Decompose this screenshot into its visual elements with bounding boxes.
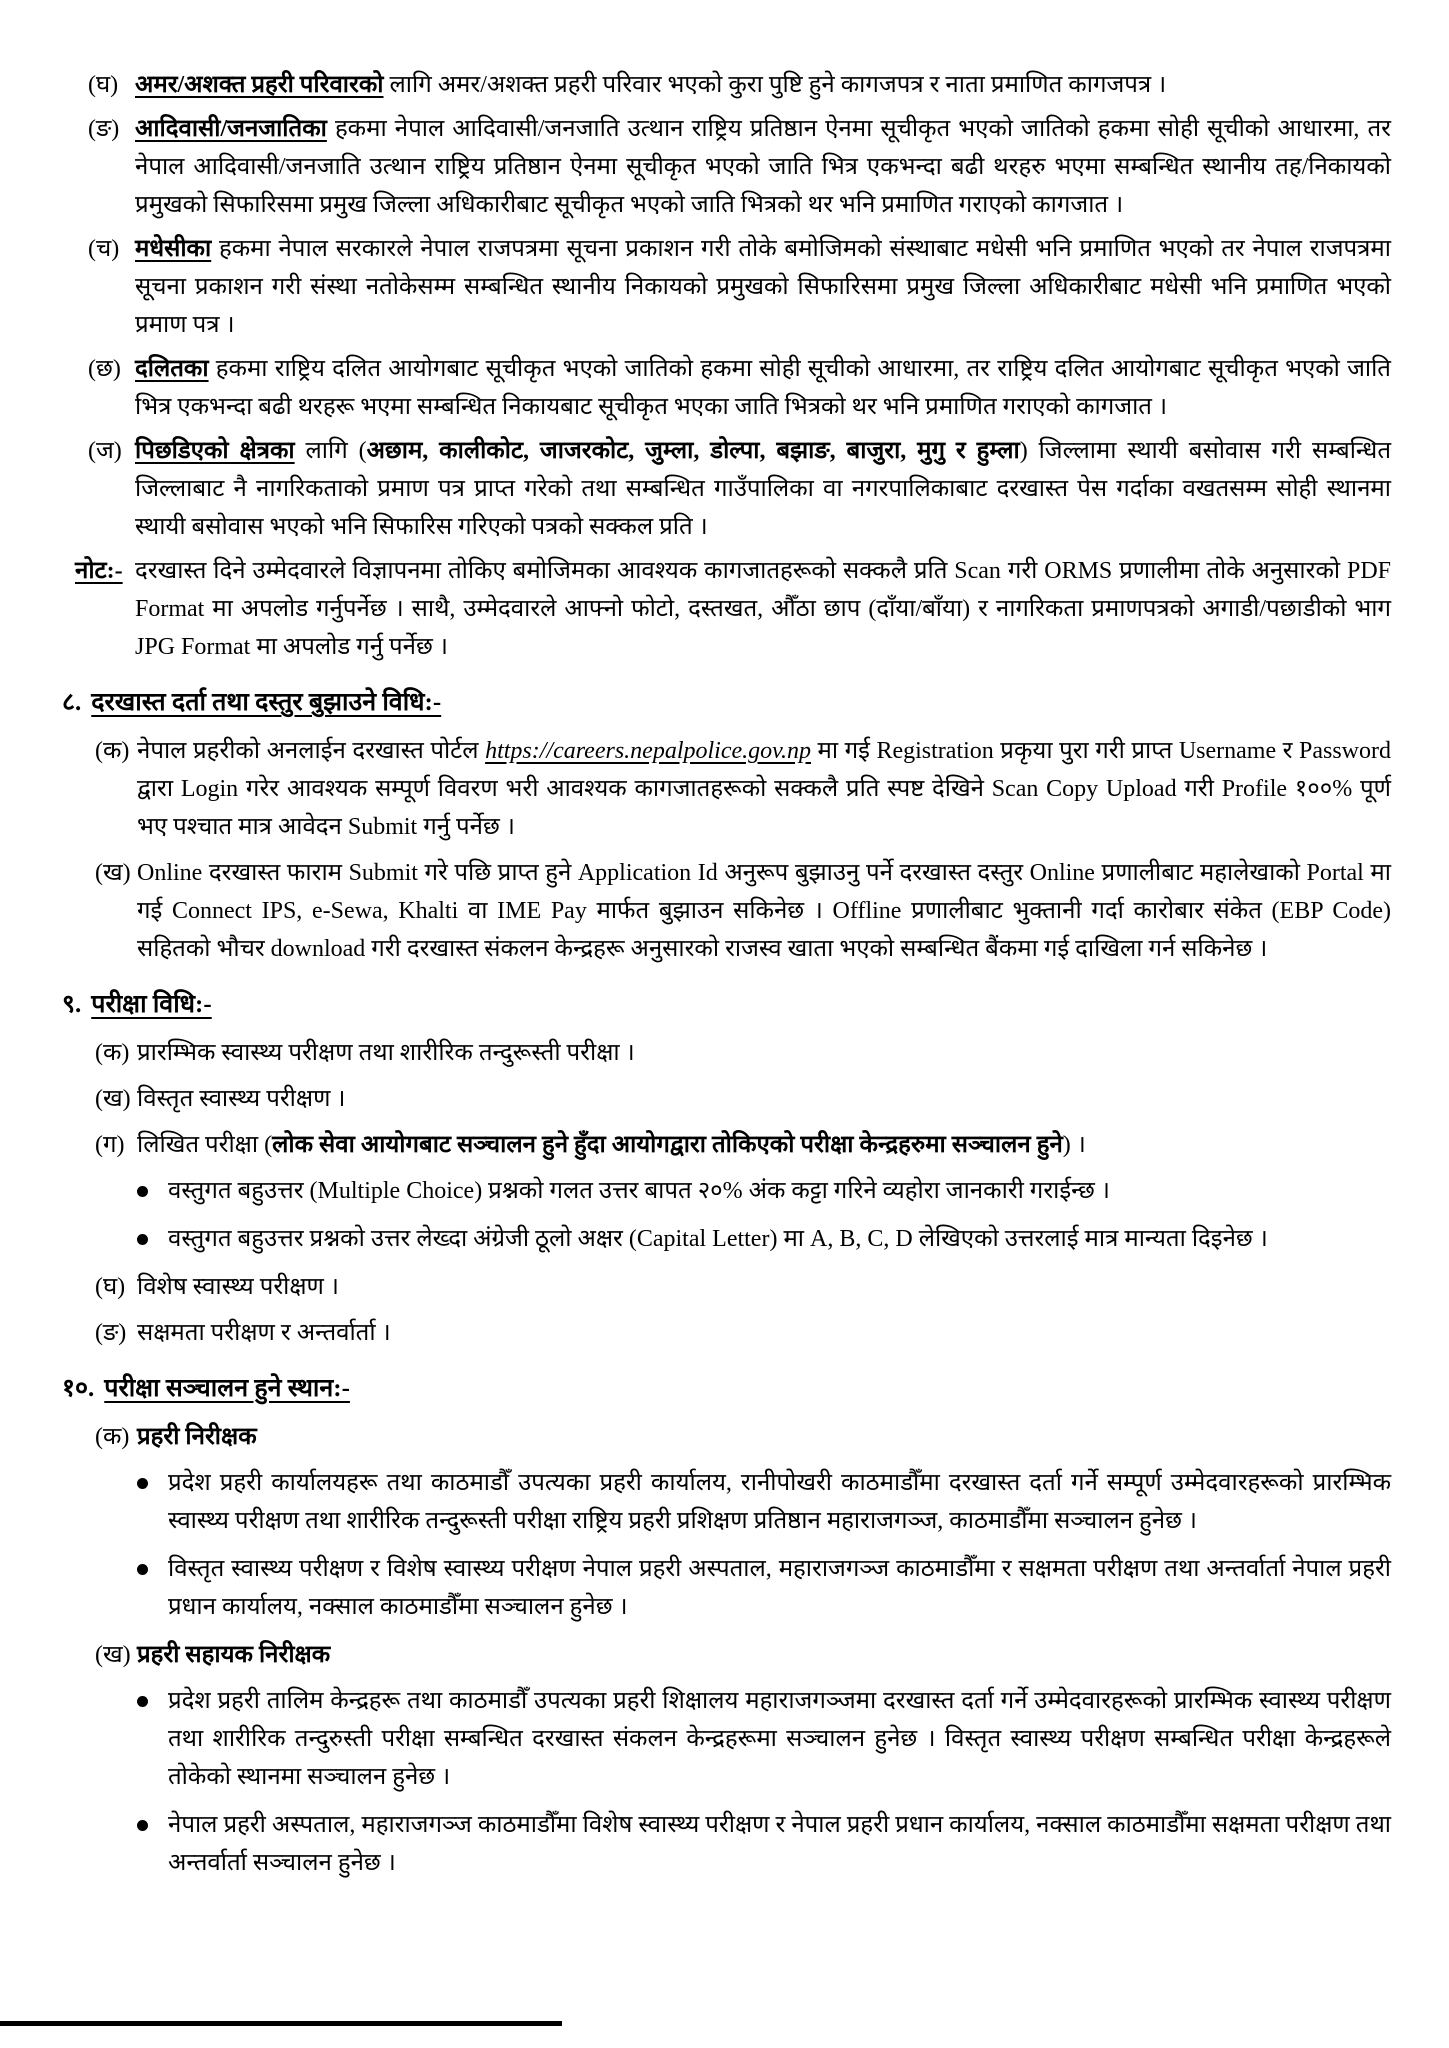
item-label: (क) xyxy=(95,1040,130,1066)
item-lead-bold: अमर/अशक्त प्रहरी परिवारको xyxy=(135,72,384,98)
section-8-item-kha xyxy=(95,854,1391,968)
section-title: दरखास्त दर्ता तथा दस्तुर बुझाउने विधि:- xyxy=(91,689,442,716)
section-9-heading xyxy=(62,986,1391,1024)
item-lead-bold: मधेसीका xyxy=(135,236,212,262)
bullet-item xyxy=(135,1550,1391,1626)
bullet-icon xyxy=(135,1172,168,1210)
section-9-item-kha xyxy=(95,1080,1391,1118)
item-text xyxy=(137,1126,1391,1164)
section-9 xyxy=(62,986,1391,1352)
bullet-item xyxy=(135,1464,1391,1540)
item-body: हकमा नेपाल सरकारले नेपाल राजपत्रमा सूचना प्रकाशन गरी तोके बमोजिमको संस्थाबाट मधेसी भनि प्रमाणित भएको तर नेपाल राजपत्रमा सूचना प्रकाशन गरी संस्था नतोकेसम्म सम्बन्धित स्थानीय निकायको प्रमुखको सिफारिसमा प्रमुख जिल्ला अधिकारीबाट मधेसी भनि प्रमाणित भएको प्रमाण पत्र । xyxy=(135,236,1391,338)
bullet-text: वस्तुगत बहुउत्तर प्रश्नको उत्तर लेख्दा अंग्रेजी ठूलो अक्षर (Capital Letter) मा A, B, C, D लेखिएको उत्तरलाई मात्र मान्यता दिइनेछ । xyxy=(168,1226,1268,1252)
item-text: विस्तृत स्वास्थ्य परीक्षण । xyxy=(137,1086,346,1112)
bullet-text: प्रदेश प्रहरी कार्यालयहरू तथा काठमाडौँ उपत्यका प्रहरी कार्यालय, रानीपोखरी काठमाडौँमा दरखास्त दर्ता गर्ने सम्पूर्ण उम्मेदवारहरूको प्रारम्भिक स्वास्थ्य परीक्षण तथा शारीरिक तन्दुरूस्ती परीक्षा राष्ट्रिय प्रहरी प्रशिक्षण प्रतिष्ठान महाराजगञ्ज, काठमाडौँमा सञ्चालन हुनेछ । xyxy=(168,1470,1391,1534)
section-9-item-nga xyxy=(95,1314,1391,1352)
section-number: ८. xyxy=(62,689,82,716)
item-label: (घ) xyxy=(88,72,119,98)
item-lead-bold: पिछडिएको क्षेत्रका xyxy=(135,438,295,464)
item-emphasis-bold: लोक सेवा आयोगबाट सञ्चालन हुने हुँदा आयोगद्वारा तोकिएको परीक्षा केन्द्रहरुमा सञ्चालन हुने xyxy=(272,1132,1063,1158)
item-label: (क) xyxy=(95,1424,130,1450)
item-body: हकमा नेपाल आदिवासी/जनजाति उत्थान राष्ट्रिय प्रतिष्ठान ऐनमा सूचीकृत भएको जातिको हकमा सोही सूचीको आधारमा, तर नेपाल आदिवासी/जनजाति उत्थान राष्ट्रिय प्रतिष्ठान ऐनमा सूचीकृत भएको जाति भित्र एकभन्दा बढी थरहरु भएमा सम्बन्धित स्थानीय तह/निकायको प्रमुखको सिफारिसमा प्रमुख जिल्ला अधिकारीबाट सूचीकृत भएको जाति भित्रको थर भनि प्रमाणित गराएको कागजात । xyxy=(135,116,1391,218)
item-text xyxy=(135,230,1391,344)
bullet-icon xyxy=(135,1806,168,1882)
item-label: (घ) xyxy=(95,1274,126,1300)
section-10-heading xyxy=(62,1370,1391,1408)
note-block xyxy=(75,552,1391,666)
districts-bold: अछाम, कालीकोट, जाजरकोट, जुम्ला, डोल्पा, बझाङ, बाजुरा, मुगु र हुम्ला xyxy=(366,438,1020,464)
item-text: सक्षमता परीक्षण र अन्तर्वार्ता । xyxy=(137,1320,391,1346)
bullet-text: वस्तुगत बहुउत्तर (Multiple Choice) प्रश्नको गलत उत्तर बापत २०% अंक कट्टा गरिने व्यहोरा जानकारी गराईन्छ । xyxy=(168,1178,1110,1204)
item-mid: लागि ( xyxy=(294,438,367,464)
item-text: Online दरखास्त फाराम Submit गरे पछि प्राप्त हुने Application Id अनुरूप बुझाउनु पर्ने दरखास्त दस्तुर Online प्रणालीबाट महालेखाको Portal मा गई Connect IPS, e-Sewa, Khalti वा IME Pay मार्फत बुझाउन सकिनेछ । Offline प्रणालीबाट भुक्तानी गर्दा कारोबार संकेत (EBP Code) सहितको भौचर download गरी दरखास्त संकलन केन्द्रहरू अनुसारको राजस्व खाता भएको सम्बन्धित बैंकमा गई दाखिला गर्न सकिनेछ । xyxy=(137,860,1391,962)
item-body: लागि अमर/अशक्त प्रहरी परिवार भएको कुरा पुष्टि हुने कागजपत्र र नाता प्रमाणित कागजपत्र । xyxy=(383,72,1167,98)
careers-portal-link[interactable]: https://careers.nepalpolice.gov.np xyxy=(485,738,811,764)
item-lead-bold: आदिवासी/जनजातिका xyxy=(135,116,327,142)
section-8 xyxy=(62,684,1391,968)
item-label: (क) xyxy=(95,738,130,764)
item-label: (ज) xyxy=(88,438,122,464)
bullet-text: प्रदेश प्रहरी तालिम केन्द्रहरू तथा काठमाडौँ उपत्यका प्रहरी शिक्षालय महाराजगञ्जमा दरखास्त दर्ता गर्ने उम्मेदवारहरूको प्रारम्भिक स्वास्थ्य परीक्षण तथा शारीरिक तन्दुरुस्ती परीक्षा सम्बन्धित दरखास्त संकलन केन्द्रहरूमा सञ्चालन हुनेछ । विस्तृत स्वास्थ्य परीक्षण सम्बन्धित परीक्षा केन्द्रहरूले तोकेको स्थानमा सञ्चालन हुनेछ । xyxy=(168,1688,1391,1790)
item-body: हकमा राष्ट्रिय दलित आयोगबाट सूचीकृत भएको जातिको हकमा सोही सूचीको आधारमा, तर राष्ट्रिय दलित आयोगबाट सूचीकृत भएको जाति भित्र एकभन्दा बढी थरहरू भएमा सम्बन्धित निकायबाट सूचीकृत भएका जाति भित्रको थर भनि प्रमाणित गराएको कागजात । xyxy=(135,356,1391,420)
list-item-gha xyxy=(88,66,1391,104)
section-number: १०. xyxy=(62,1375,95,1402)
bullet-text: विस्तृत स्वास्थ्य परीक्षण र विशेष स्वास्थ्य परीक्षण नेपाल प्रहरी अस्पताल, महाराजगञ्ज काठमाडौँमा र सक्षमता परीक्षण तथा अन्तर्वार्ता नेपाल प्रहरी प्रधान कार्यालय, नक्साल काठमाडौँमा सञ्चालन हुनेछ । xyxy=(168,1556,1391,1620)
section-10-subitem-kha xyxy=(95,1636,1391,1674)
section-number: ९. xyxy=(62,991,82,1018)
item-label: (ङ) xyxy=(88,116,120,142)
item-label: (छ) xyxy=(88,356,121,382)
bullet-icon xyxy=(135,1464,168,1540)
section-9-item-ka xyxy=(95,1034,1391,1072)
item-label: (ख) xyxy=(95,1642,131,1668)
note-label-text: नोट:- xyxy=(75,558,123,584)
item-body: ) जिल्लामा स्थायी बसोवास गरी सम्बन्धित जिल्लाबाट नै नागरिकताको प्रमाण पत्र प्राप्त गरेको तथा सम्बन्धित गाउँपालिका वा नगरपालिकाबाट दरखास्त पेस गर्दाका वखतसम्म सोही स्थानमा स्थायी बसोवास भएको भनि सिफारिस गरिएको पत्रको सक्कल प्रति । xyxy=(135,438,1392,540)
page-edge-artifact xyxy=(0,2021,562,2026)
subitem-title: प्रहरी सहायक निरीक्षक xyxy=(137,1642,331,1668)
bullet-item xyxy=(135,1172,1391,1210)
item-body: मा गई Registration प्रकृया पुरा गरी प्राप्त Username र Password द्वारा Login गरेर आवश्यक सम्पूर्ण विवरण भरी आवश्यक कागजातहरूको सक्कलै प्रति स्पष्ट देखिने Scan Copy Upload गरी Profile १००% पूर्ण भए पश्चात मात्र आवेदन Submit गर्नु पर्नेछ । xyxy=(137,738,1391,840)
section-9-item-gha xyxy=(95,1268,1391,1306)
bullet-icon xyxy=(135,1220,168,1258)
note-text: दरखास्त दिने उम्मेदवारले विज्ञापनमा तोकिए बमोजिमका आवश्यक कागजातहरूको सक्कलै प्रति Scan गरी ORMS प्रणालीमा तोके अनुसारको PDF Format मा अपलोड गर्नुपर्नेछ । साथै, उम्मेदवारले आफ्नो फोटो, दस्तखत, औँठा छाप (दाँया/बाँया) र नागरिकता प्रमाणपत्रको अगाडी/पछाडीको भाग JPG Format मा अपलोड गर्नु पर्नेछ । xyxy=(135,558,1391,660)
section-title: परीक्षा विधि:- xyxy=(91,991,212,1018)
bullet-text: नेपाल प्रहरी अस्पताल, महाराजगञ्ज काठमाडौँमा विशेष स्वास्थ्य परीक्षण र नेपाल प्रहरी प्रधान कार्यालय, नक्साल काठमाडौँमा सक्षमता परीक्षण तथा अन्तर्वार्ता सञ्चालन हुनेछ । xyxy=(168,1812,1392,1876)
item-label: (ङ) xyxy=(95,1320,127,1346)
list-item-nga xyxy=(88,110,1391,224)
item-text: विशेष स्वास्थ्य परीक्षण । xyxy=(137,1274,340,1300)
section-9-item-ga xyxy=(95,1126,1391,1164)
item-label: (ख) xyxy=(95,860,131,886)
requirement-list xyxy=(62,66,1391,546)
item-lead-bold: दलितका xyxy=(135,356,209,382)
item-body: ) । xyxy=(1062,1132,1086,1158)
item-text xyxy=(137,732,1391,846)
section-8-heading xyxy=(62,684,1391,722)
bullet-item xyxy=(135,1806,1391,1882)
section-title: परीक्षा सञ्चालन हुने स्थान:- xyxy=(104,1375,350,1402)
list-item-ja xyxy=(88,432,1391,546)
list-item-chha xyxy=(88,350,1391,426)
item-text xyxy=(135,66,1391,104)
item-label: (ख) xyxy=(95,1086,131,1112)
item-label: (ग) xyxy=(95,1132,125,1158)
item-body: नेपाल प्रहरीको अनलाईन दरखास्त पोर्टल xyxy=(137,738,486,764)
list-item-cha xyxy=(88,230,1391,344)
section-10-subitem-ka xyxy=(95,1418,1391,1456)
bullet-item xyxy=(135,1682,1391,1796)
note-label xyxy=(75,552,135,666)
bullet-icon xyxy=(135,1682,168,1796)
item-body: लिखित परीक्षा ( xyxy=(137,1132,273,1158)
item-text xyxy=(135,432,1391,546)
item-label: (च) xyxy=(88,236,120,262)
section-8-item-ka xyxy=(95,732,1391,846)
subitem-title: प्रहरी निरीक्षक xyxy=(137,1424,257,1450)
item-text xyxy=(135,110,1391,224)
bullet-item xyxy=(135,1220,1391,1258)
section-10 xyxy=(62,1370,1391,1882)
item-text xyxy=(135,350,1391,426)
item-text: प्रारम्भिक स्वास्थ्य परीक्षण तथा शारीरिक तन्दुरूस्ती परीक्षा । xyxy=(137,1040,635,1066)
bullet-icon xyxy=(135,1550,168,1626)
